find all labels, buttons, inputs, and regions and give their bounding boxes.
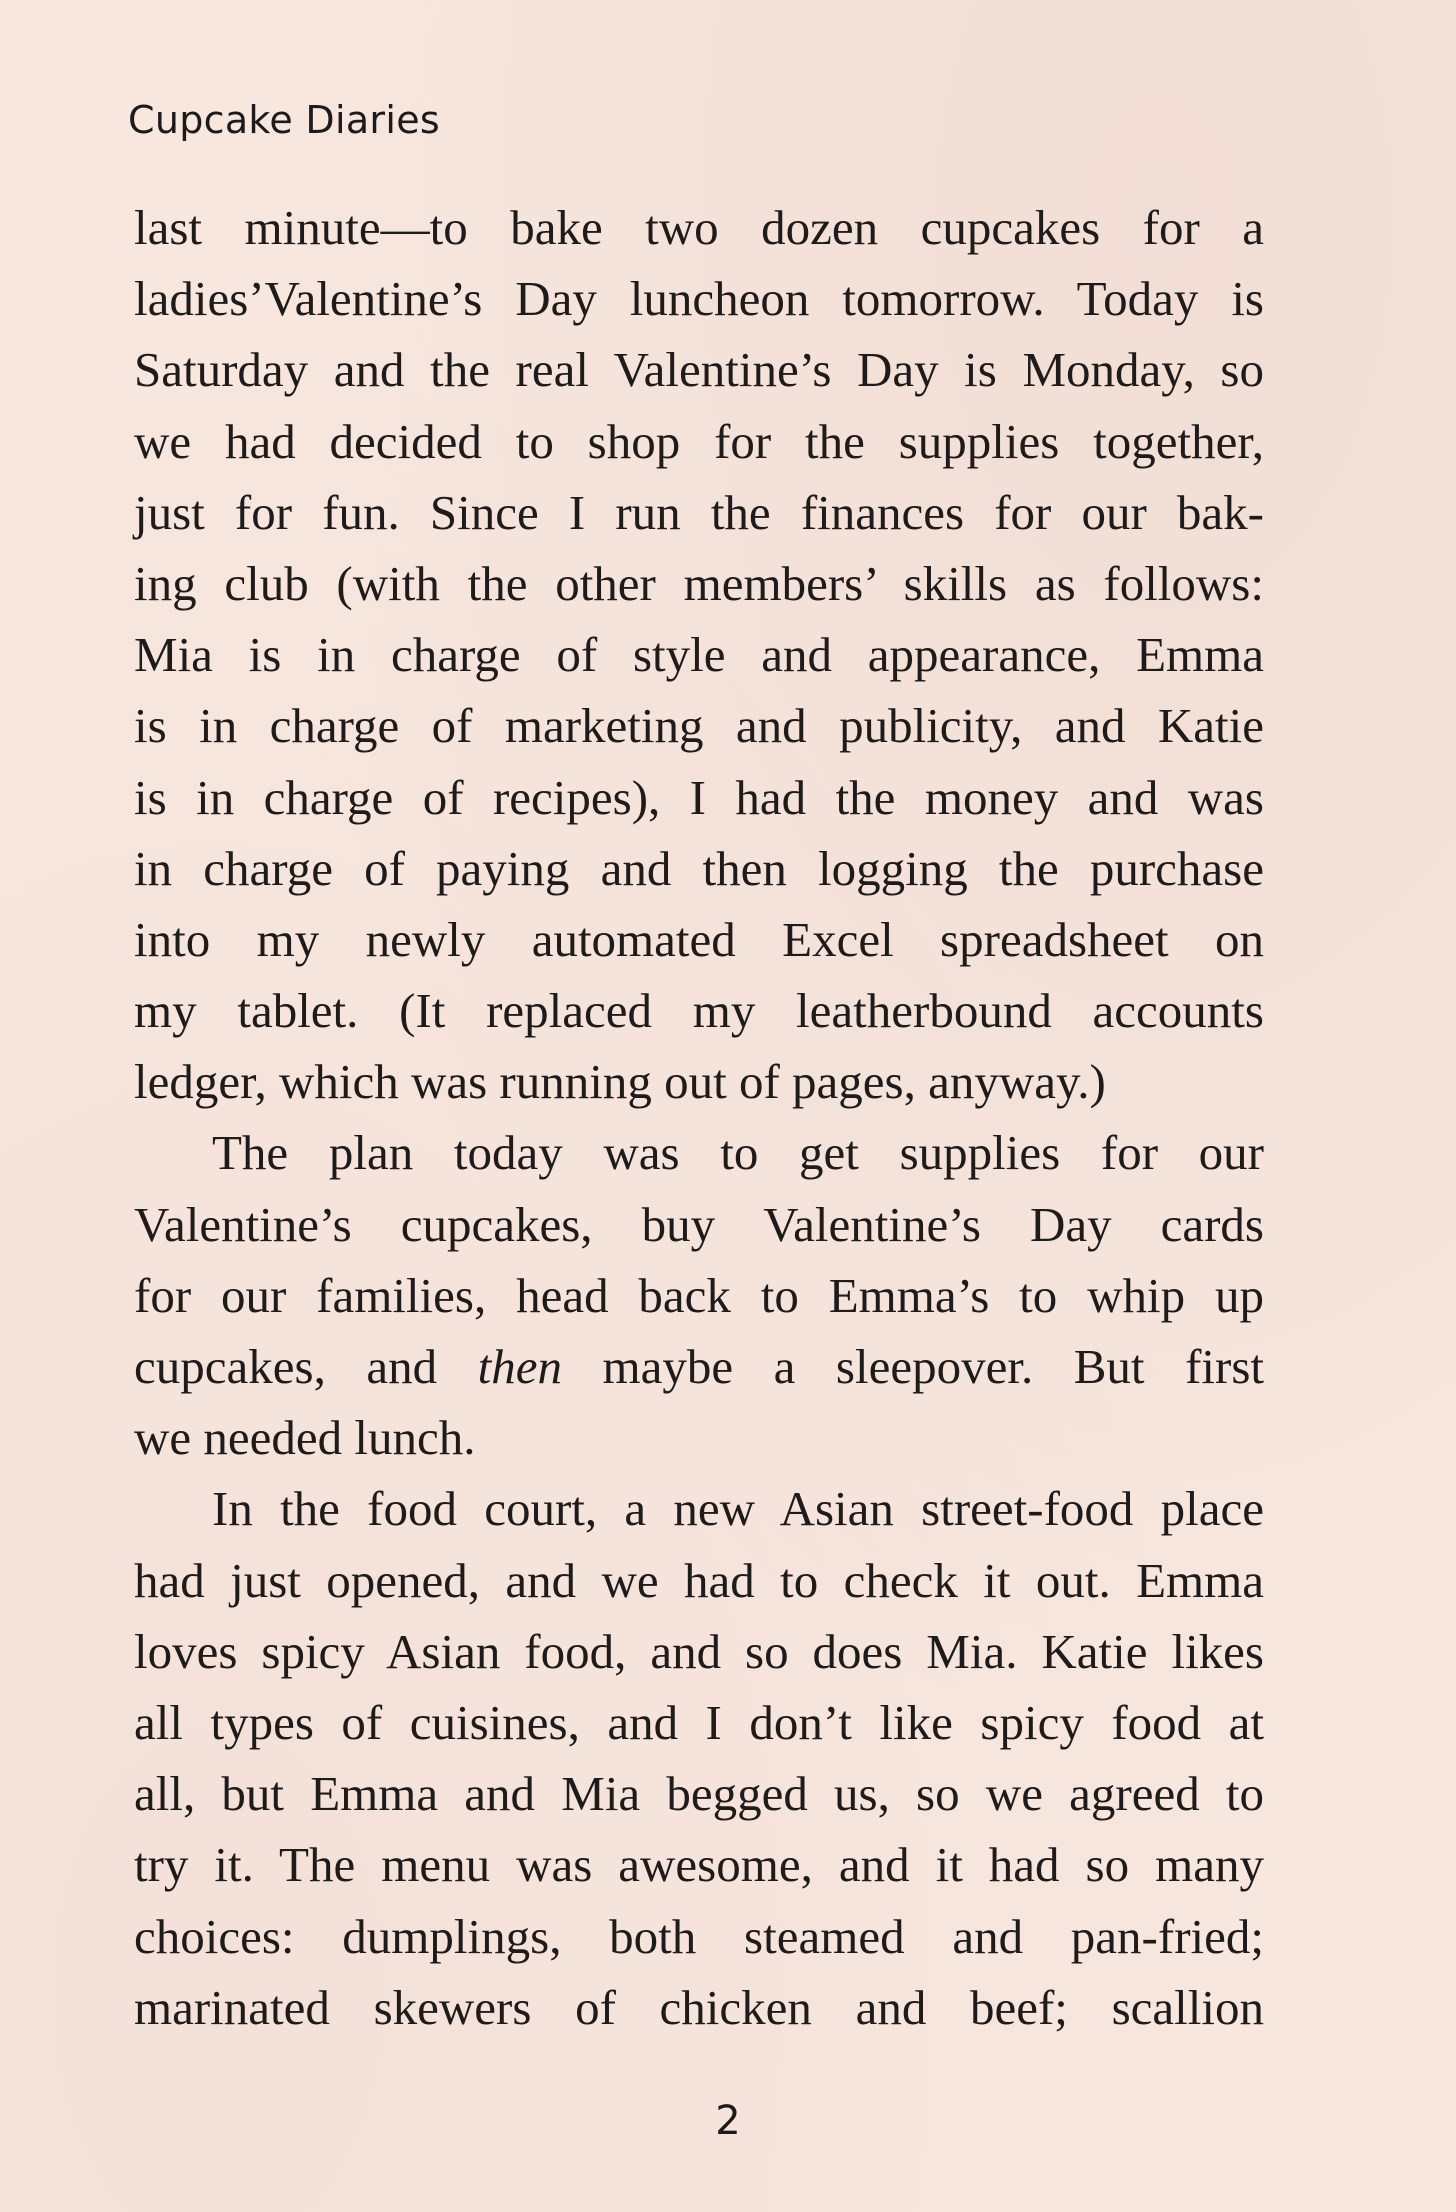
text-line: marinated skewers of chicken and beef; scallion <box>134 1979 1264 2035</box>
paragraph-start-line: In the food court, a new Asian street-food place <box>212 1481 1264 1537</box>
text-line: my tablet. (It replaced my leatherbound accounts <box>134 983 1264 1039</box>
paragraph-start-line: The plan today was to get supplies for our <box>212 1125 1264 1181</box>
text-line: Valentine’s cupcakes, buy Valentine’s Day cards <box>134 1196 1264 1252</box>
text-line: we had decided to shop for the supplies together, <box>134 413 1264 469</box>
emphasis-word: then <box>477 1339 562 1394</box>
page-number: 2 <box>715 2098 741 2144</box>
text-line: Mia is in charge of style and appearance, Emma <box>134 627 1264 683</box>
paragraph-end-line: ledger, which was running out of pages, anyway.) <box>134 1054 1106 1110</box>
text-line: ing club (with the other members’ skills as follows: <box>134 555 1264 611</box>
text-line: for our families, head back to Emma’s to whip up <box>134 1267 1264 1323</box>
text-line: into my newly automated Excel spreadsheet on <box>134 911 1264 967</box>
running-head: Cupcake Diaries <box>128 98 440 142</box>
text-line: loves spicy Asian food, and so does Mia. Katie likes <box>134 1623 1264 1679</box>
text-line: had just opened, and we had to check it out. Emma <box>134 1552 1264 1608</box>
text-line: choices: dumplings, both steamed and pan-fried; <box>134 1908 1264 1964</box>
text-line: all types of cuisines, and I don’t like spicy food at <box>134 1694 1264 1750</box>
body-text <box>134 192 1264 2043</box>
paragraph-end-line: we needed lunch. <box>134 1410 476 1466</box>
text-segment: maybe a sleepover. But first <box>562 1339 1265 1394</box>
text-line: Saturday and the real Valentine’s Day is Monday, so <box>134 342 1264 398</box>
text-line: ladies’Valentine’s Day luncheon tomorrow. Today is <box>134 271 1264 327</box>
text-line: just for fun. Since I run the finances for our bak- <box>134 484 1264 540</box>
text-line: try it. The menu was awesome, and it had so many <box>134 1837 1264 1893</box>
text-line-with-emphasis <box>134 1331 1264 1402</box>
text-segment: cupcakes, and <box>134 1339 478 1394</box>
text-line: in charge of paying and then logging the purchase <box>134 840 1264 896</box>
text-line: is in charge of marketing and publicity, and Katie <box>134 698 1264 754</box>
text-line: last minute—to bake two dozen cupcakes for a <box>134 200 1264 255</box>
text-line: all, but Emma and Mia begged us, so we agreed to <box>134 1766 1264 1822</box>
text-line: is in charge of recipes), I had the money and was <box>134 769 1264 825</box>
